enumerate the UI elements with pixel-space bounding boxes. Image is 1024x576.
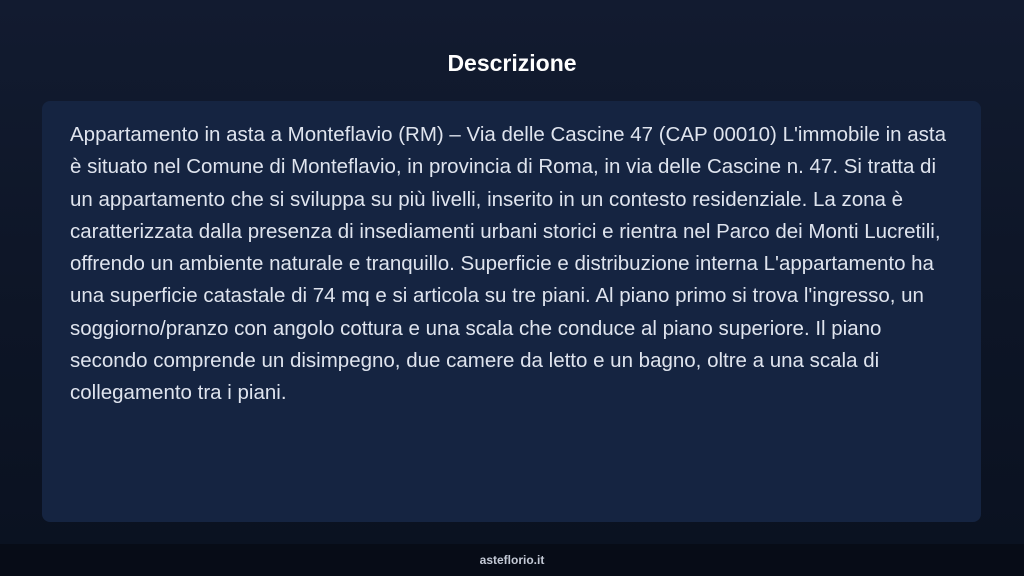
description-card bbox=[42, 101, 981, 522]
description-text: Appartamento in asta a Monteflavio (RM) – Via delle Cascine 47 (CAP 00010) L'immobile in asta è situato nel Comune di Monteflavio, in provincia di Roma, in via delle Cascine n. 47. Si tratta di un appartamento che si sviluppa su più livelli, inserito in un contesto residenziale. La zona è caratterizzata dalla presenza di insediamenti urbani storici e rientra nel Parco dei Monti Lucretili, offrendo un ambiente naturale e tranquillo. Superficie e distribuzione interna L'appartamento ha una superficie catastale di 74 mq e si articola su tre piani. Al piano primo si trova l'ingresso, un soggiorno/pranzo con angolo cottura e una scala che conduce al piano superiore. Il piano secondo comprende un disimpegno, due camere da letto e un bagno, oltre a una scala di collegamento tra i piani. bbox=[70, 123, 946, 405]
page-title: Descrizione bbox=[447, 50, 577, 76]
footer-bar bbox=[0, 544, 1024, 576]
footer-site-label: asteflorio.it bbox=[479, 553, 545, 567]
